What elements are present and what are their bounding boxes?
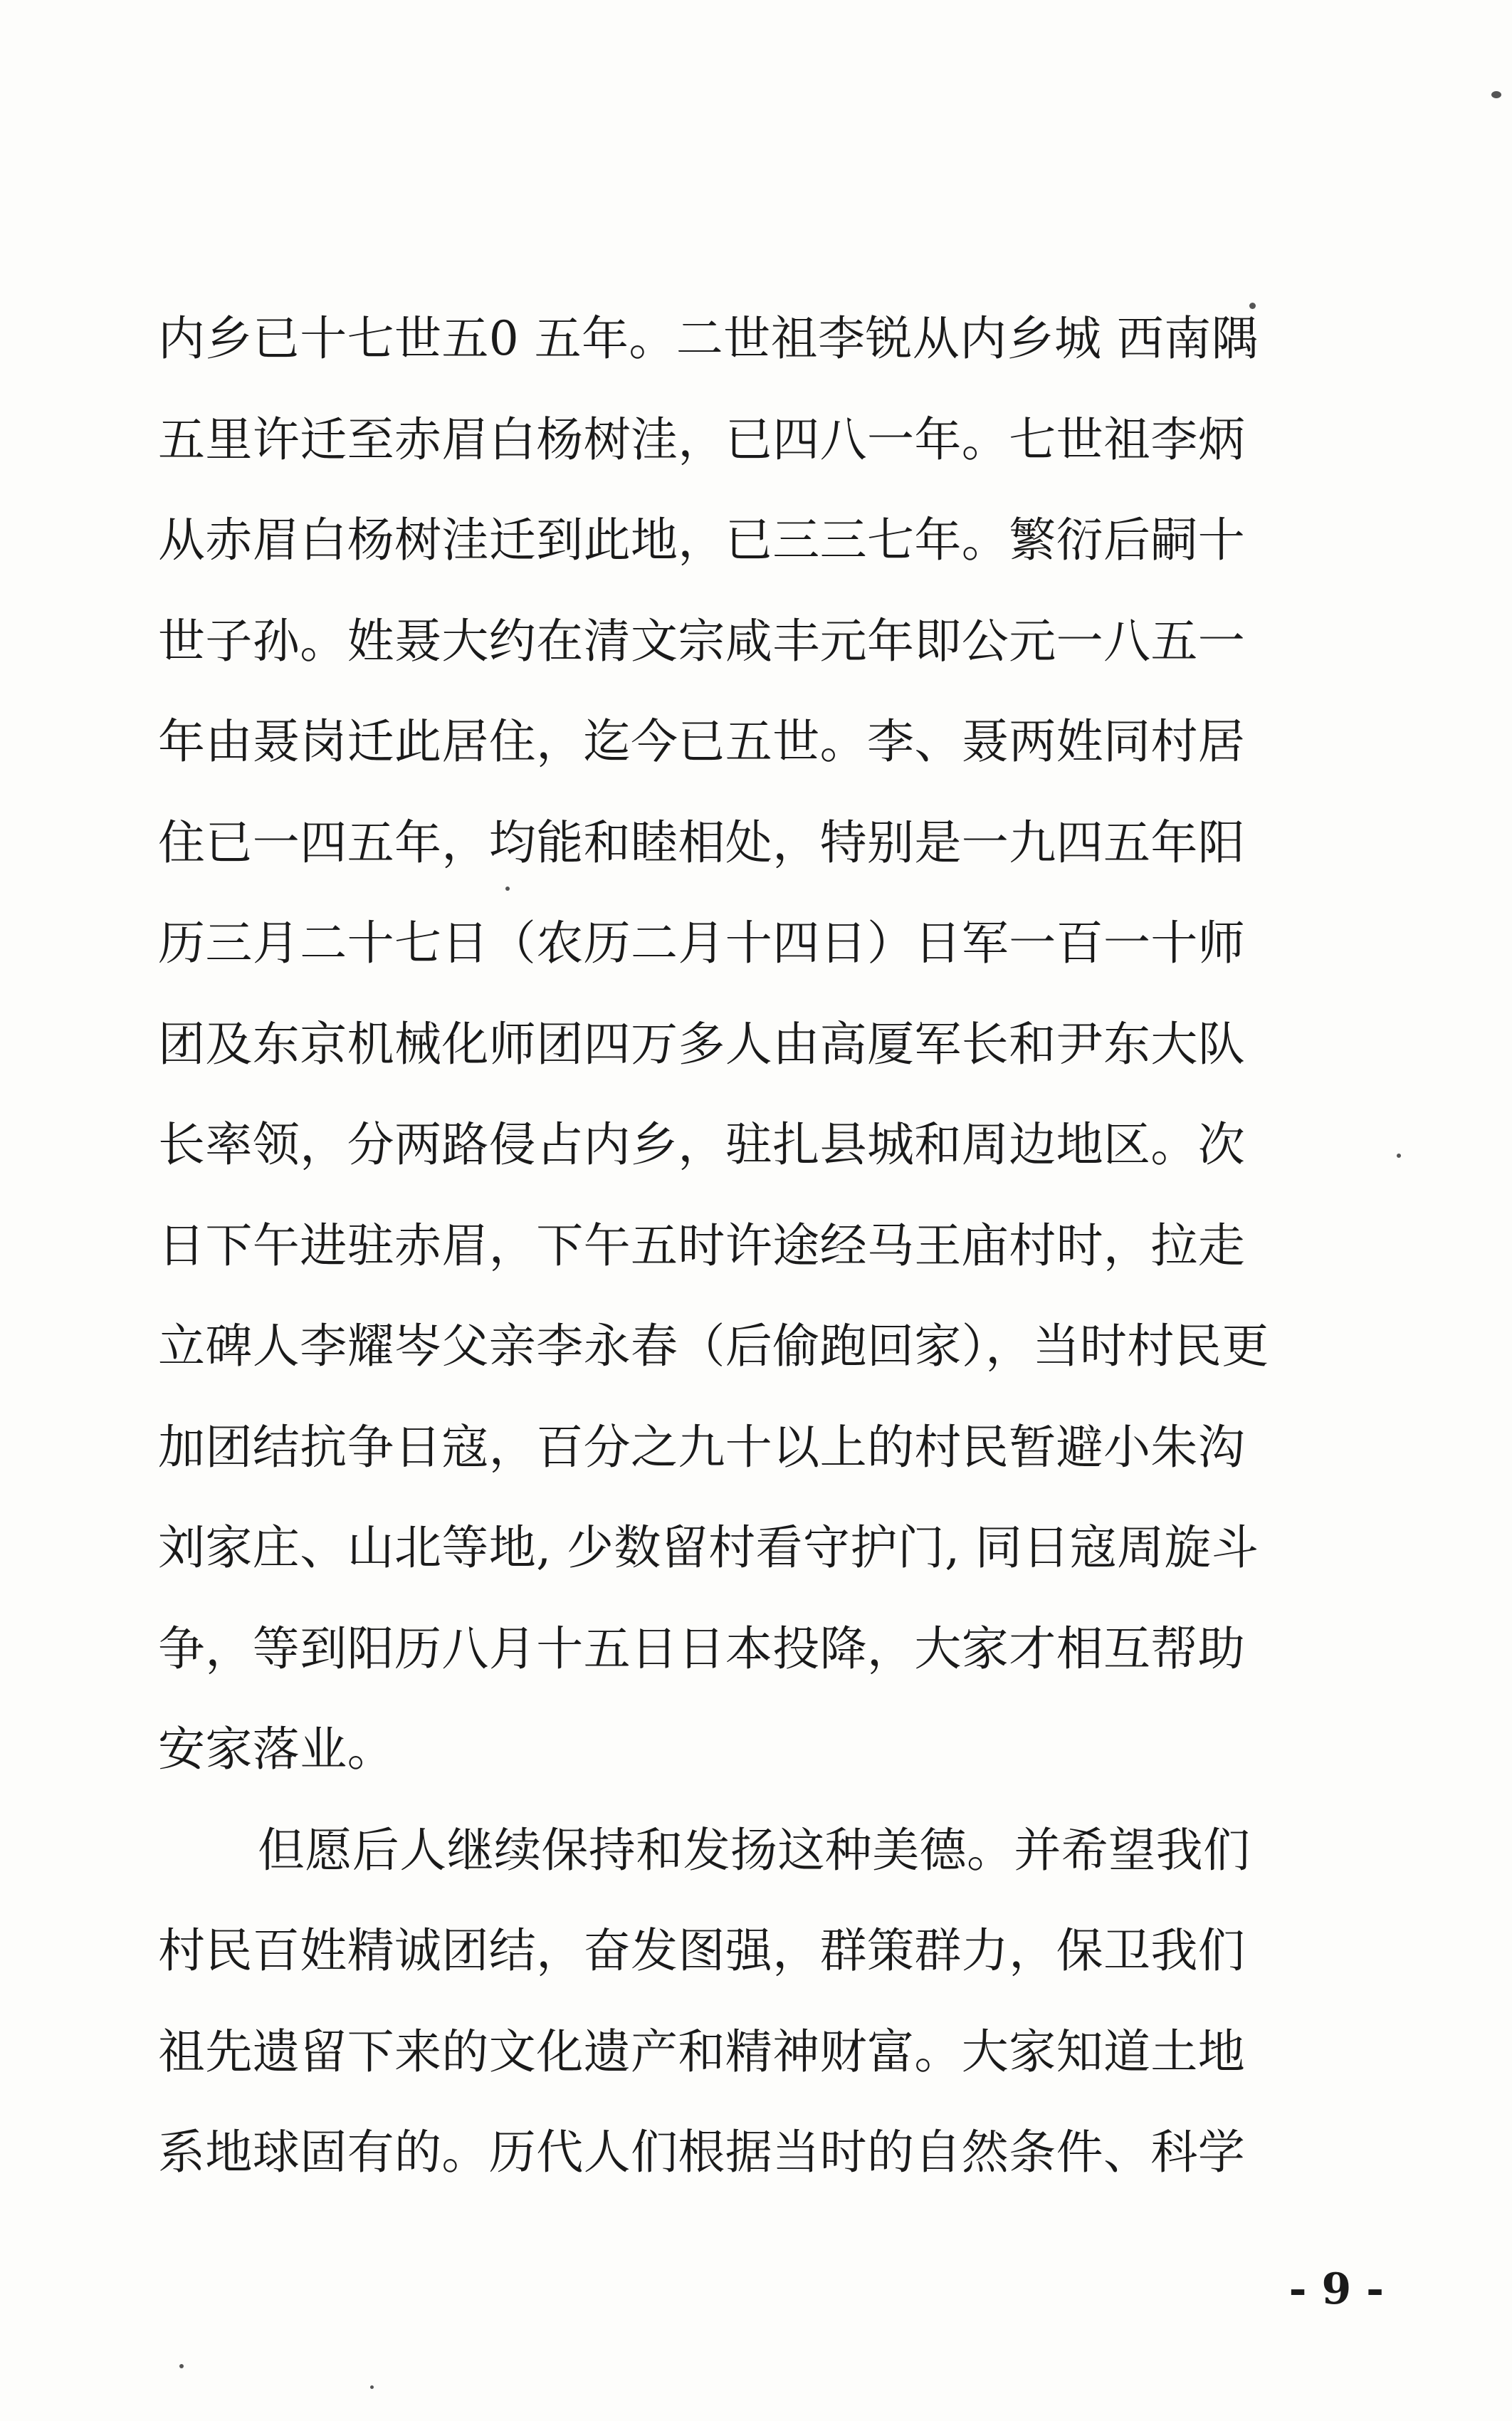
text-line: 刘家庄、山北等地, 少数留村看守护门, 同日寇周旋斗 bbox=[158, 1520, 1259, 1575]
text-line: 村民百姓精诚团结，奋发图强，群策群力，保卫我们 bbox=[158, 1923, 1246, 1978]
text-line: 五里许迁至赤眉白杨树洼，已四八一年。七世祖李炳 bbox=[158, 412, 1246, 467]
scan-speck bbox=[1397, 1154, 1401, 1158]
scan-speck bbox=[1249, 303, 1256, 309]
text-line: 立碑人李耀岑父亲李永春（后偷跑回家），当时村民更 bbox=[158, 1319, 1269, 1374]
text-line: 年由聂岗迁此居住，迄今已五世。李、聂两姓同村居 bbox=[158, 714, 1246, 769]
text-line: 从赤眉白杨树洼迁到此地，已三三七年。繁衍后嗣十 bbox=[158, 513, 1246, 568]
text-line: 加团结抗争日寇，百分之九十以上的村民暂避小朱沟 bbox=[158, 1419, 1246, 1475]
text-line: 历三月二十七日（农历二月十四日）日军一百一十师 bbox=[158, 916, 1246, 971]
scan-speck bbox=[179, 2364, 184, 2368]
scan-speck bbox=[370, 2385, 374, 2389]
text-line: 安家落业。 bbox=[158, 1722, 394, 1777]
text-line: 团及东京机械化师团四万多人由高厦军长和尹东大队 bbox=[158, 1016, 1246, 1072]
text-line: 内乡已十七世五0 五年。二世祖李锐从内乡城 西南隅 bbox=[158, 311, 1259, 366]
text-line: 系地球固有的。历代人们根据当时的自然条件、科学 bbox=[158, 2125, 1246, 2180]
scan-speck bbox=[505, 887, 510, 891]
scan-speck bbox=[1491, 91, 1501, 98]
text-line: 住已一四五年，均能和睦相处，特别是一九四五年阳 bbox=[158, 815, 1246, 870]
text-line: 长率领，分两路侵占内乡，驻扎县城和周边地区。次 bbox=[158, 1117, 1246, 1172]
text-line: 祖先遗留下来的文化遗产和精神财富。大家知道土地 bbox=[158, 2024, 1246, 2079]
text-line: 日下午进驻赤眉，下午五时许途经马王庙村时，拉走 bbox=[158, 1218, 1246, 1273]
body-text bbox=[158, 288, 1397, 2203]
page-number: - 9 - bbox=[1288, 2264, 1384, 2314]
paragraph-start-line: 但愿后人继续保持和发扬这种美德。并希望我们 bbox=[258, 1822, 1251, 1878]
text-line: 世子孙。姓聂大约在清文宗咸丰元年即公元一八五一 bbox=[158, 613, 1246, 669]
text-line: 争，等到阳历八月十五日日本投降，大家才相互帮助 bbox=[158, 1621, 1246, 1676]
